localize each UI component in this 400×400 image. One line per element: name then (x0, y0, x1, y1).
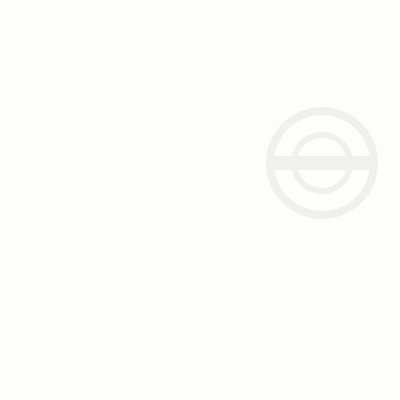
watermark-logo-icon (262, 98, 382, 228)
